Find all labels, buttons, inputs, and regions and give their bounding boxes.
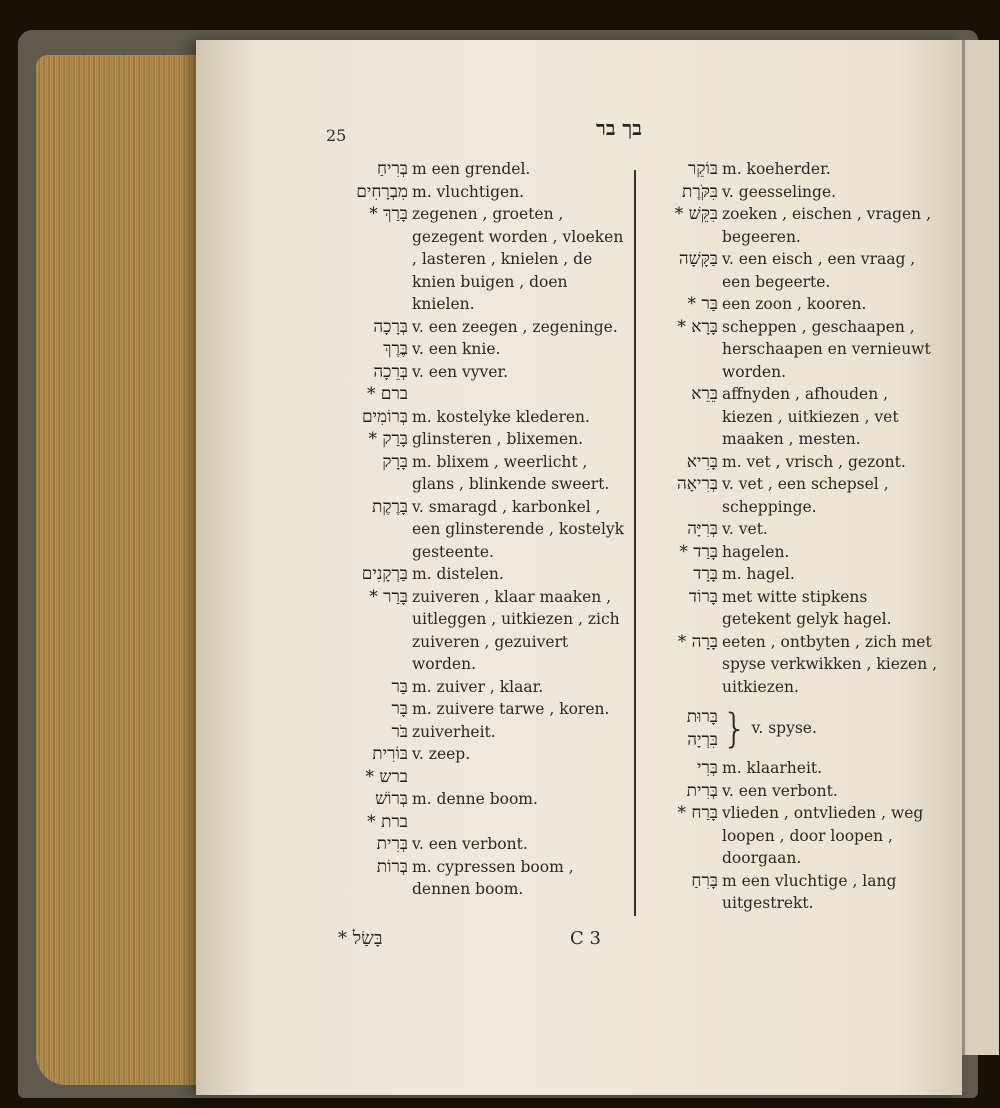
page-edges — [36, 55, 216, 1085]
dictionary-entry — [326, 766, 626, 789]
entry-hebrew: בְּרִיָּה — [687, 519, 718, 539]
dictionary-entry — [326, 563, 626, 586]
dictionary-entry — [640, 181, 940, 204]
entry-hebrew: בָּרַק * — [368, 429, 408, 449]
entry-definition: een zoon , kooren. — [722, 295, 867, 313]
entry-definition: v. vet , een schepsel , scheppinge. — [722, 475, 889, 516]
entry-definition: glinsteren , blixemen. — [412, 430, 584, 448]
entry-definition: v. geesselinge. — [722, 182, 837, 201]
entry-definition: v. een eisch , een vraag , een begeerte. — [722, 250, 916, 291]
signature-mark: C 3 — [570, 928, 601, 949]
entry-definition: m. zuiver , klaar. — [412, 677, 544, 696]
entry-hebrew: בַּר — [391, 676, 408, 697]
dictionary-entry — [640, 316, 940, 384]
entry-hebrew: ברת * — [367, 811, 408, 832]
entry-hebrew: בּוֹרִית — [372, 744, 408, 764]
entry-definition: m. distelen. — [412, 565, 504, 583]
entry-definition: eeten , ontbyten , zich met spyse verkwikken , kiezen , uitkiezen. — [722, 632, 938, 696]
entry-definition: m. vluchtigen. — [412, 182, 525, 201]
dictionary-entry — [640, 541, 940, 564]
entry-hebrew: בְּרִית — [376, 834, 408, 854]
entry-hebrew: בַּר * — [687, 294, 718, 314]
entry-hebrew: בַּרְקָנִים — [361, 564, 408, 584]
entry-hebrew: בָּרַד * — [679, 541, 718, 562]
entry-definition: m. vet , vrisch , gezont. — [722, 452, 906, 471]
dictionary-entry — [640, 631, 940, 699]
entry-hebrew: בֶּרֶךְ — [383, 339, 408, 359]
dictionary-entry — [640, 563, 940, 586]
entry-hebrew: בְּרוֹמִים — [361, 406, 408, 427]
entry-hebrew: בְּרָכָה — [373, 316, 408, 337]
entry-hebrew: בַּקָּשָׁה — [678, 249, 718, 269]
dictionary-entry — [640, 518, 940, 541]
entry-definition: m. denne boom. — [412, 790, 538, 808]
dictionary-entry — [640, 802, 940, 870]
dictionary-entry — [326, 811, 626, 834]
column-rule — [634, 170, 636, 916]
entry-hebrew: בּוֹקֵר — [688, 159, 718, 179]
entry-hebrew: בֹּר — [391, 721, 408, 742]
dictionary-entry — [326, 833, 626, 856]
entry-definition: zegenen , groeten , gezegent worden , vloeken , lasteren , knielen , de knien buigen , doen knielen. — [412, 205, 624, 313]
page-number: 25 — [326, 126, 347, 145]
dictionary-entry — [326, 158, 626, 181]
entry-definition: zuiveren , klaar maaken , uitleggen , uitkiezen , zich zuiveren , gezuivert worden. — [412, 587, 620, 673]
entry-definition: v. een knie. — [412, 340, 501, 358]
entry-hebrew: בִּקֵּשׁ * — [674, 204, 718, 224]
dictionary-entry — [640, 473, 940, 518]
dictionary-entry — [326, 856, 626, 901]
dictionary-entry — [640, 248, 940, 293]
entry-hebrew: בָּרָה * — [677, 631, 718, 652]
entry-definition: m een grendel. — [412, 160, 531, 178]
entry-hebrew: בָּרַךְ * — [369, 204, 408, 224]
dictionary-entry — [640, 757, 940, 780]
entry-hebrew: בְּרֵכָה — [373, 361, 408, 382]
dictionary-entry — [640, 586, 940, 631]
entry-hebrew: בָּרוּת — [686, 707, 718, 727]
dictionary-entry — [640, 293, 940, 316]
entry-definition: m. klaarheit. — [722, 759, 823, 777]
dictionary-entry — [326, 383, 626, 406]
dictionary-entry — [640, 780, 940, 803]
entry-hebrew: מִבְרָחִים — [356, 181, 408, 202]
entry-hebrew: בָּרִחַ — [691, 870, 718, 891]
right-column — [640, 158, 940, 915]
entry-definition: met witte stipkens getekent gelyk hagel. — [722, 587, 892, 628]
entry-hebrew: בְּרִי — [696, 758, 718, 778]
entry-definition: v. spyse. — [751, 719, 817, 738]
dictionary-entry — [326, 721, 626, 744]
dictionary-entry — [326, 361, 626, 384]
entry-hebrew: בְּרִיחַ — [376, 159, 408, 179]
running-head: בך בר — [596, 116, 642, 140]
entry-hebrew: בְּרוֹשׁ — [375, 789, 408, 809]
dictionary-entry — [326, 743, 626, 766]
entry-definition: v. zeep. — [412, 745, 471, 763]
entry-definition: scheppen , geschaapen , herschaapen en vernieuwt worden. — [722, 317, 931, 381]
entry-definition: m. kostelyke klederen. — [412, 407, 590, 426]
entry-hebrew: בִּקֹּרֶת — [681, 181, 718, 202]
entry-hebrew: בָּרַח * — [677, 803, 718, 823]
entry-hebrew: בָּרָא * — [677, 316, 718, 337]
entry-definition: zuiverheit. — [412, 722, 496, 741]
entry-definition: m. blixem , weerlicht , glans , blinkende sweert. — [412, 452, 610, 493]
entry-hebrew: ברש * — [365, 766, 408, 787]
entry-definition: zoeken , eischen , vragen , begeeren. — [722, 205, 932, 246]
entry-hebrew: ברם * — [366, 384, 408, 404]
dictionary-entry — [640, 451, 940, 474]
dictionary-entry — [326, 406, 626, 429]
entry-hebrew: בָּר — [391, 699, 408, 719]
entry-definition: m. hagel. — [722, 565, 795, 583]
dictionary-entry — [326, 316, 626, 339]
entry-hebrew: בִּרְיָה — [687, 729, 718, 750]
entry-hebrew: בָּרַר * — [369, 586, 408, 607]
entry-definition: m. zuivere tarwe , koren. — [412, 700, 610, 718]
entry-hebrew: בָּרִיא — [686, 451, 718, 472]
dictionary-entry — [640, 158, 940, 181]
entry-hebrew: בָּרָק — [382, 451, 408, 472]
entry-hebrew: בְּרִית — [686, 780, 718, 801]
entry-definition: v. een zeegen , zegeninge. — [412, 317, 618, 336]
entry-definition: v. een verbont. — [722, 781, 838, 800]
dictionary-entry — [326, 586, 626, 676]
brace-entry — [640, 706, 940, 751]
entry-hebrew: בָּרָד — [693, 564, 718, 584]
dictionary-entry — [326, 203, 626, 316]
dictionary-entry — [640, 870, 940, 915]
entry-definition: m. koeherder. — [722, 160, 831, 178]
entry-hebrew: בְּרוֹת — [376, 856, 408, 877]
entry-definition: hagelen. — [722, 542, 790, 561]
entry-definition: affnyden , afhouden , kiezen , uitkiezen , vet maaken , mesten. — [722, 385, 899, 448]
entry-definition: m een vluchtige , lang uitgestrekt. — [722, 871, 897, 912]
next-page-edge — [962, 40, 999, 1055]
entry-definition: vlieden , ontvlieden , weg loopen , door loopen , doorgaan. — [722, 804, 924, 867]
dictionary-entry — [640, 203, 940, 248]
entry-definition: v. een verbont. — [412, 835, 528, 853]
entry-hebrew: בֵּרֵא — [691, 384, 718, 404]
catchword: בָּשַׂל * — [338, 928, 383, 949]
entry-hebrew: בָּרוֹד — [688, 586, 718, 607]
entry-hebrew: בְּרִיאָה — [677, 474, 718, 494]
dictionary-entry — [326, 788, 626, 811]
left-column — [326, 158, 626, 901]
entry-definition: m. cypressen boom , dennen boom. — [412, 857, 574, 898]
dictionary-entry — [326, 698, 626, 721]
entry-definition: v. smaragd , karbonkel , een glinsterende , kostelyk gesteente. — [412, 497, 625, 561]
dictionary-entry — [326, 181, 626, 204]
entry-hebrew: בָּרֶקֶת — [371, 496, 408, 517]
brace-icon: } — [722, 705, 748, 752]
dictionary-entry — [326, 496, 626, 564]
entry-definition: v. een vyver. — [412, 362, 509, 381]
dictionary-entry — [326, 338, 626, 361]
dictionary-entry — [640, 383, 940, 451]
dictionary-entry — [326, 428, 626, 451]
dictionary-entry — [326, 676, 626, 699]
entry-definition: v. vet. — [722, 520, 768, 538]
dictionary-entry — [326, 451, 626, 496]
